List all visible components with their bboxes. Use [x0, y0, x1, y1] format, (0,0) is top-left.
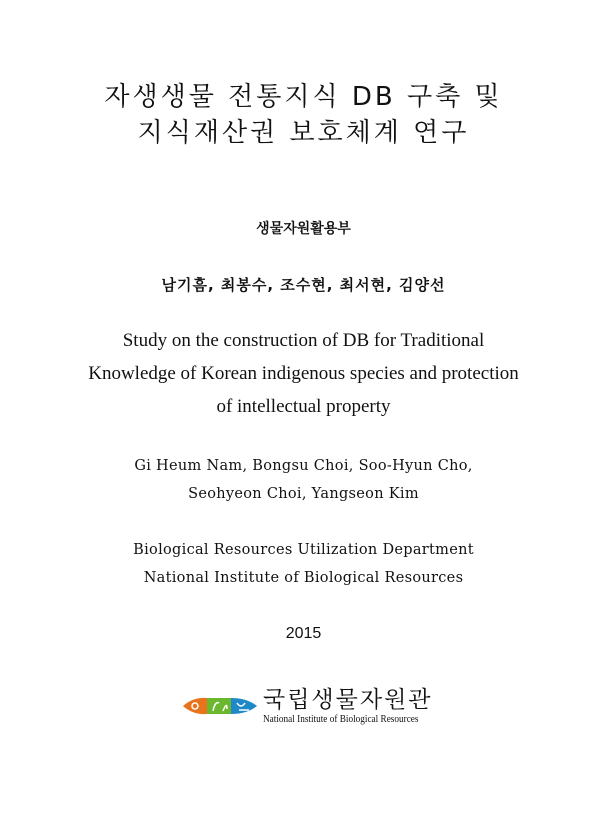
logo-mark-icon: [183, 695, 257, 717]
title-ko-line2: 지식재산권 보호체계 연구: [137, 118, 470, 148]
title-en-line1: Study on the construction of DB for Traditional: [122, 330, 485, 351]
affiliation-en-line2: National Institute of Biological Resources: [143, 570, 464, 586]
logo-name-en: National Institute of Biological Resources: [263, 714, 419, 725]
department-ko: 생물자원활용부: [256, 221, 351, 237]
year: 2015: [285, 625, 322, 642]
logo-name-ko: 국립생물자원관: [263, 687, 433, 713]
affiliation-en-line1: Biological Resources Utilization Department: [133, 542, 474, 558]
authors-ko: 남기흠, 최봉수, 조수현, 최서현, 김양선: [161, 276, 446, 294]
title-ko-line1: 자생생물 전통지식 DB 구축 및: [104, 82, 503, 112]
authors-en-line1: Gi Heum Nam, Bongsu Choi, Soo-Hyun Cho,: [134, 458, 473, 474]
title-en-line2: Knowledge of Korean indigenous species and protection: [88, 363, 519, 384]
authors-en-line2: Seohyeon Choi, Yangseon Kim: [188, 486, 419, 502]
institute-logo: [183, 683, 433, 731]
title-en-line3: of intellectual property: [216, 396, 391, 417]
